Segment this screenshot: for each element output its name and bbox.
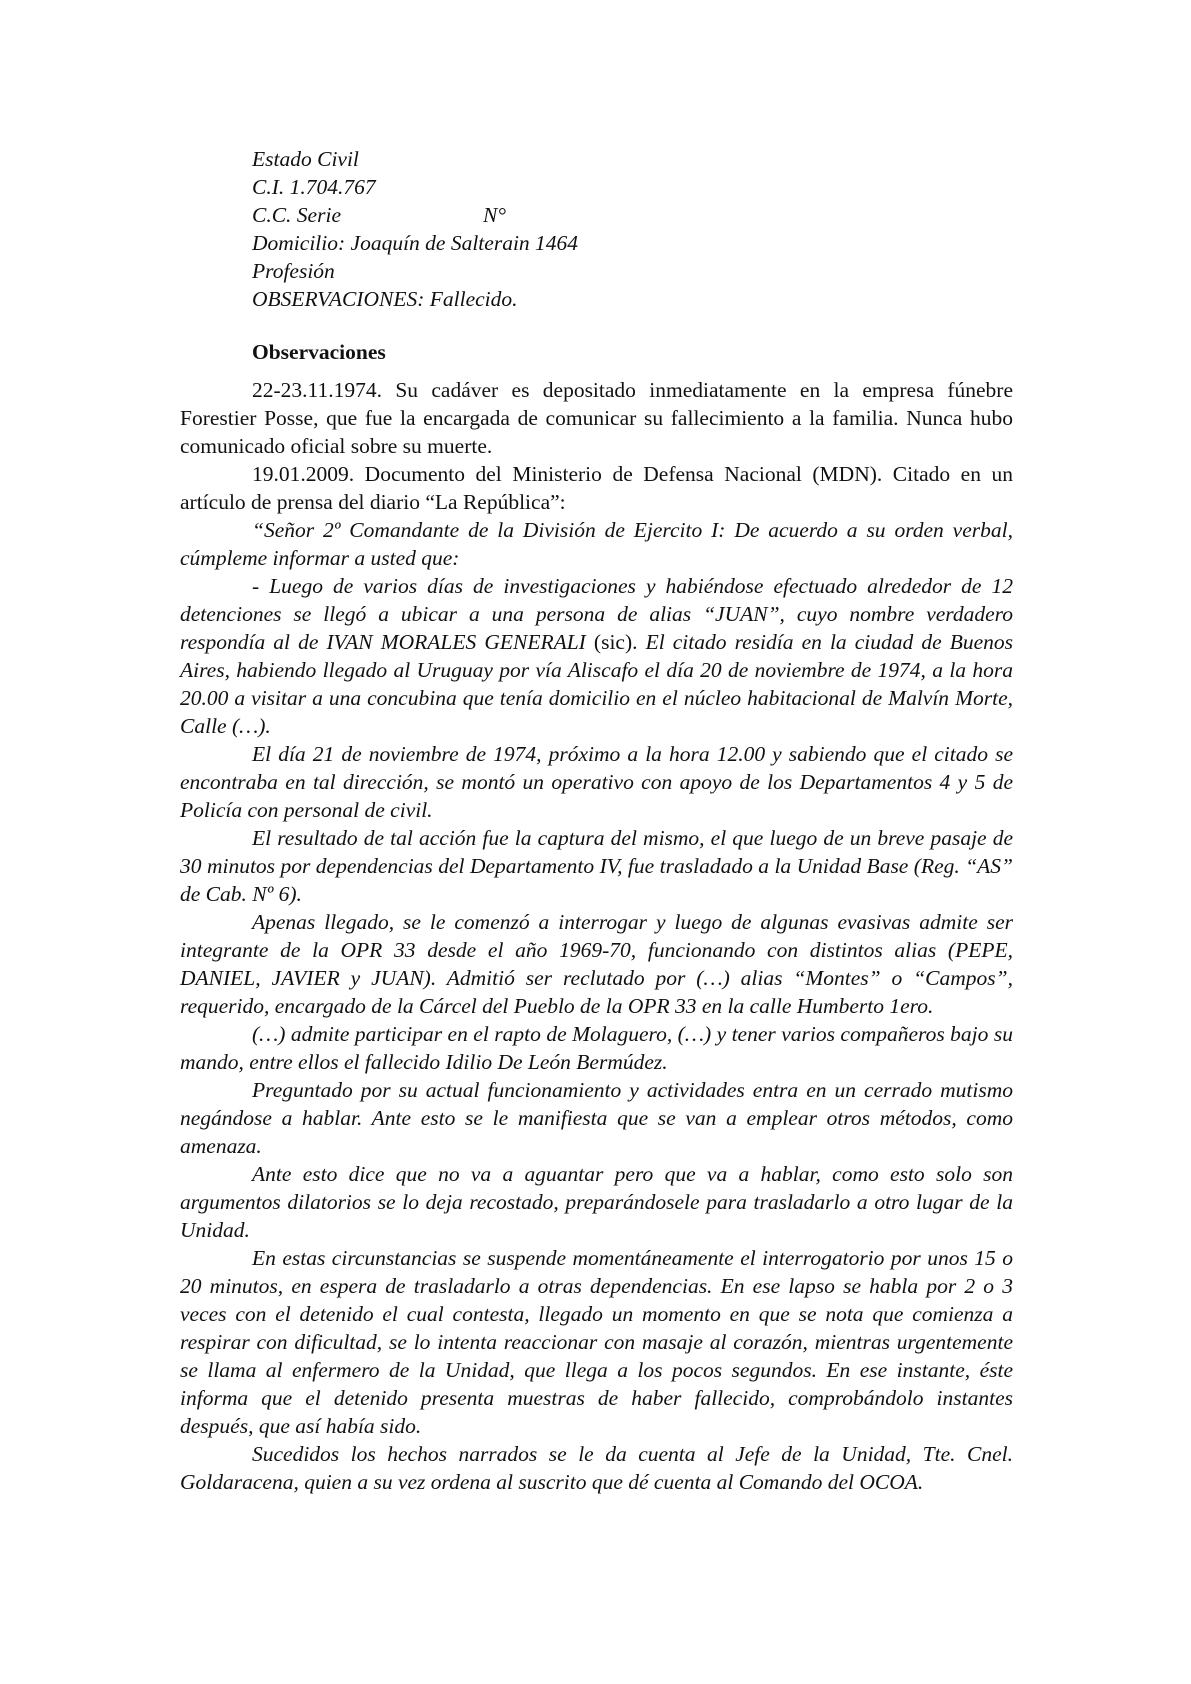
section-heading: Observaciones [252,340,386,364]
cc-numero-label: N° [482,203,506,227]
investigation-text-start: - Luego de varios días de investigaciones y habiéndose efectuado alrededor de 12 detenciones se llegó a ubicar a una persona de alias “JUAN”, cuyo nombre verdadero respondía al de IVAN MORALES GENERALI [180,574,1013,654]
paragraph-fallecimiento: En estas circunstancias se suspende momentáneamente el interrogatorio por unos 15 o 20 minutos, en espera de trasladarlo a otras dependencias. En ese lapso se habla por 2 o 3 veces con el detenido el cual contesta, llegado un momento en que se nota que comienza a respirar con dificultad, se lo intenta reaccionar con masaje al corazón, mientras urgentemente se llama al enfermero de la Unidad, que llega a los pocos segundos. En ese instante, éste informa que el detenido presenta muestras de haber fallecido, comprobándolo instantes después, que así había sido. [180,1246,1013,1438]
observaciones-section [180,338,1013,1496]
paragraph-captura: El resultado de tal acción fue la captura del mismo, el que luego de un breve pasaje de 30 minutos por dependencias del Departamento IV, fue trasladado a la Unidad Base (Reg. “AS” de Cab. Nº 6). [180,826,1013,906]
paragraph-investigation [180,572,1013,740]
ci-line: C.I. 1.704.767 [252,175,376,199]
paragraph-recostado: Ante esto dice que no va a aguantar pero que va a hablar, como esto solo son argumentos dilatorios se lo deja recostado, preparándosele para trasladarlo a otro lugar de la Unidad. [180,1162,1013,1242]
investigation-text-end: El citado residía en la ciudad de Buenos Aires, habiendo llegado al Uruguay por vía Aliscafo el día 20 de noviembre de 1974, a la hora 20.00 a visitar a una concubina que tenía domicilio en el núcleo habitacional de Malvín Morte, Calle (…). [180,630,1014,738]
paragraph-jefe-unidad: Sucedidos los hechos narrados se le da cuenta al Jefe de la Unidad, Tte. Cnel. Goldaracena, quien a su vez ordena al suscrito que dé cuenta al Comando del OCOA. [180,1442,1013,1494]
cc-serie-label: C.C. Serie [252,203,341,227]
personal-data-block [252,145,1012,313]
cc-serie-line [252,201,1012,229]
estado-civil-line: Estado Civil [252,147,359,171]
paragraph-mutismo: Preguntado por su actual funcionamiento y actividades entra en un cerrado mutismo negándose a hablar. Ante esto se le manifiesta que se van a emplear otros métodos, como amenaza. [180,1078,1013,1158]
profesion-line: Profesión [252,259,335,283]
paragraph-operativo: El día 21 de noviembre de 1974, próximo a la hora 12.00 y sabiendo que el citado se encontraba en tal dirección, se montó un operativo con apoyo de los Departamentos 4 y 5 de Policía con personal de civil. [180,742,1013,822]
observaciones-status-line: OBSERVACIONES: Fallecido. [252,287,518,311]
paragraph-interrogatorio: Apenas llegado, se le comenzó a interrogar y luego de algunas evasivas admite ser integrante de la OPR 33 desde el año 1969-70, funcionando con distintos alias (PEPE, DANIEL, JAVIER y JUAN). Admitió ser reclutado por (…) alias “Montes” o “Campos”, requerido, encargado de la Cárcel del Pueblo de la OPR 33 en la calle Humberto 1ero. [180,910,1013,1018]
paragraph-mdn-document: 19.01.2009. Documento del Ministerio de Defensa Nacional (MDN). Citado en un artículo de prensa del diario “La República”: [180,462,1013,514]
domicilio-line: Domicilio: Joaquín de Salterain 1464 [252,231,579,255]
paragraph-rapto: (…) admite participar en el rapto de Molaguero, (…) y tener varios compañeros bajo su mando, entre ellos el fallecido Idilio De León Bermúdez. [180,1022,1013,1074]
paragraph-cadaver: 22-23.11.1974. Su cadáver es depositado inmediatamente en la empresa fúnebre Forestier Posse, que fue la encargada de comunicar su fallecimiento a la familia. Nunca hubo comunicado oficial sobre su muerte. [180,378,1013,458]
sic-note: (sic). [593,630,638,654]
paragraph-quote-opening: “Señor 2º Comandante de la División de Ejercito I: De acuerdo a su orden verbal, cúmpleme informar a usted que: [180,518,1013,570]
